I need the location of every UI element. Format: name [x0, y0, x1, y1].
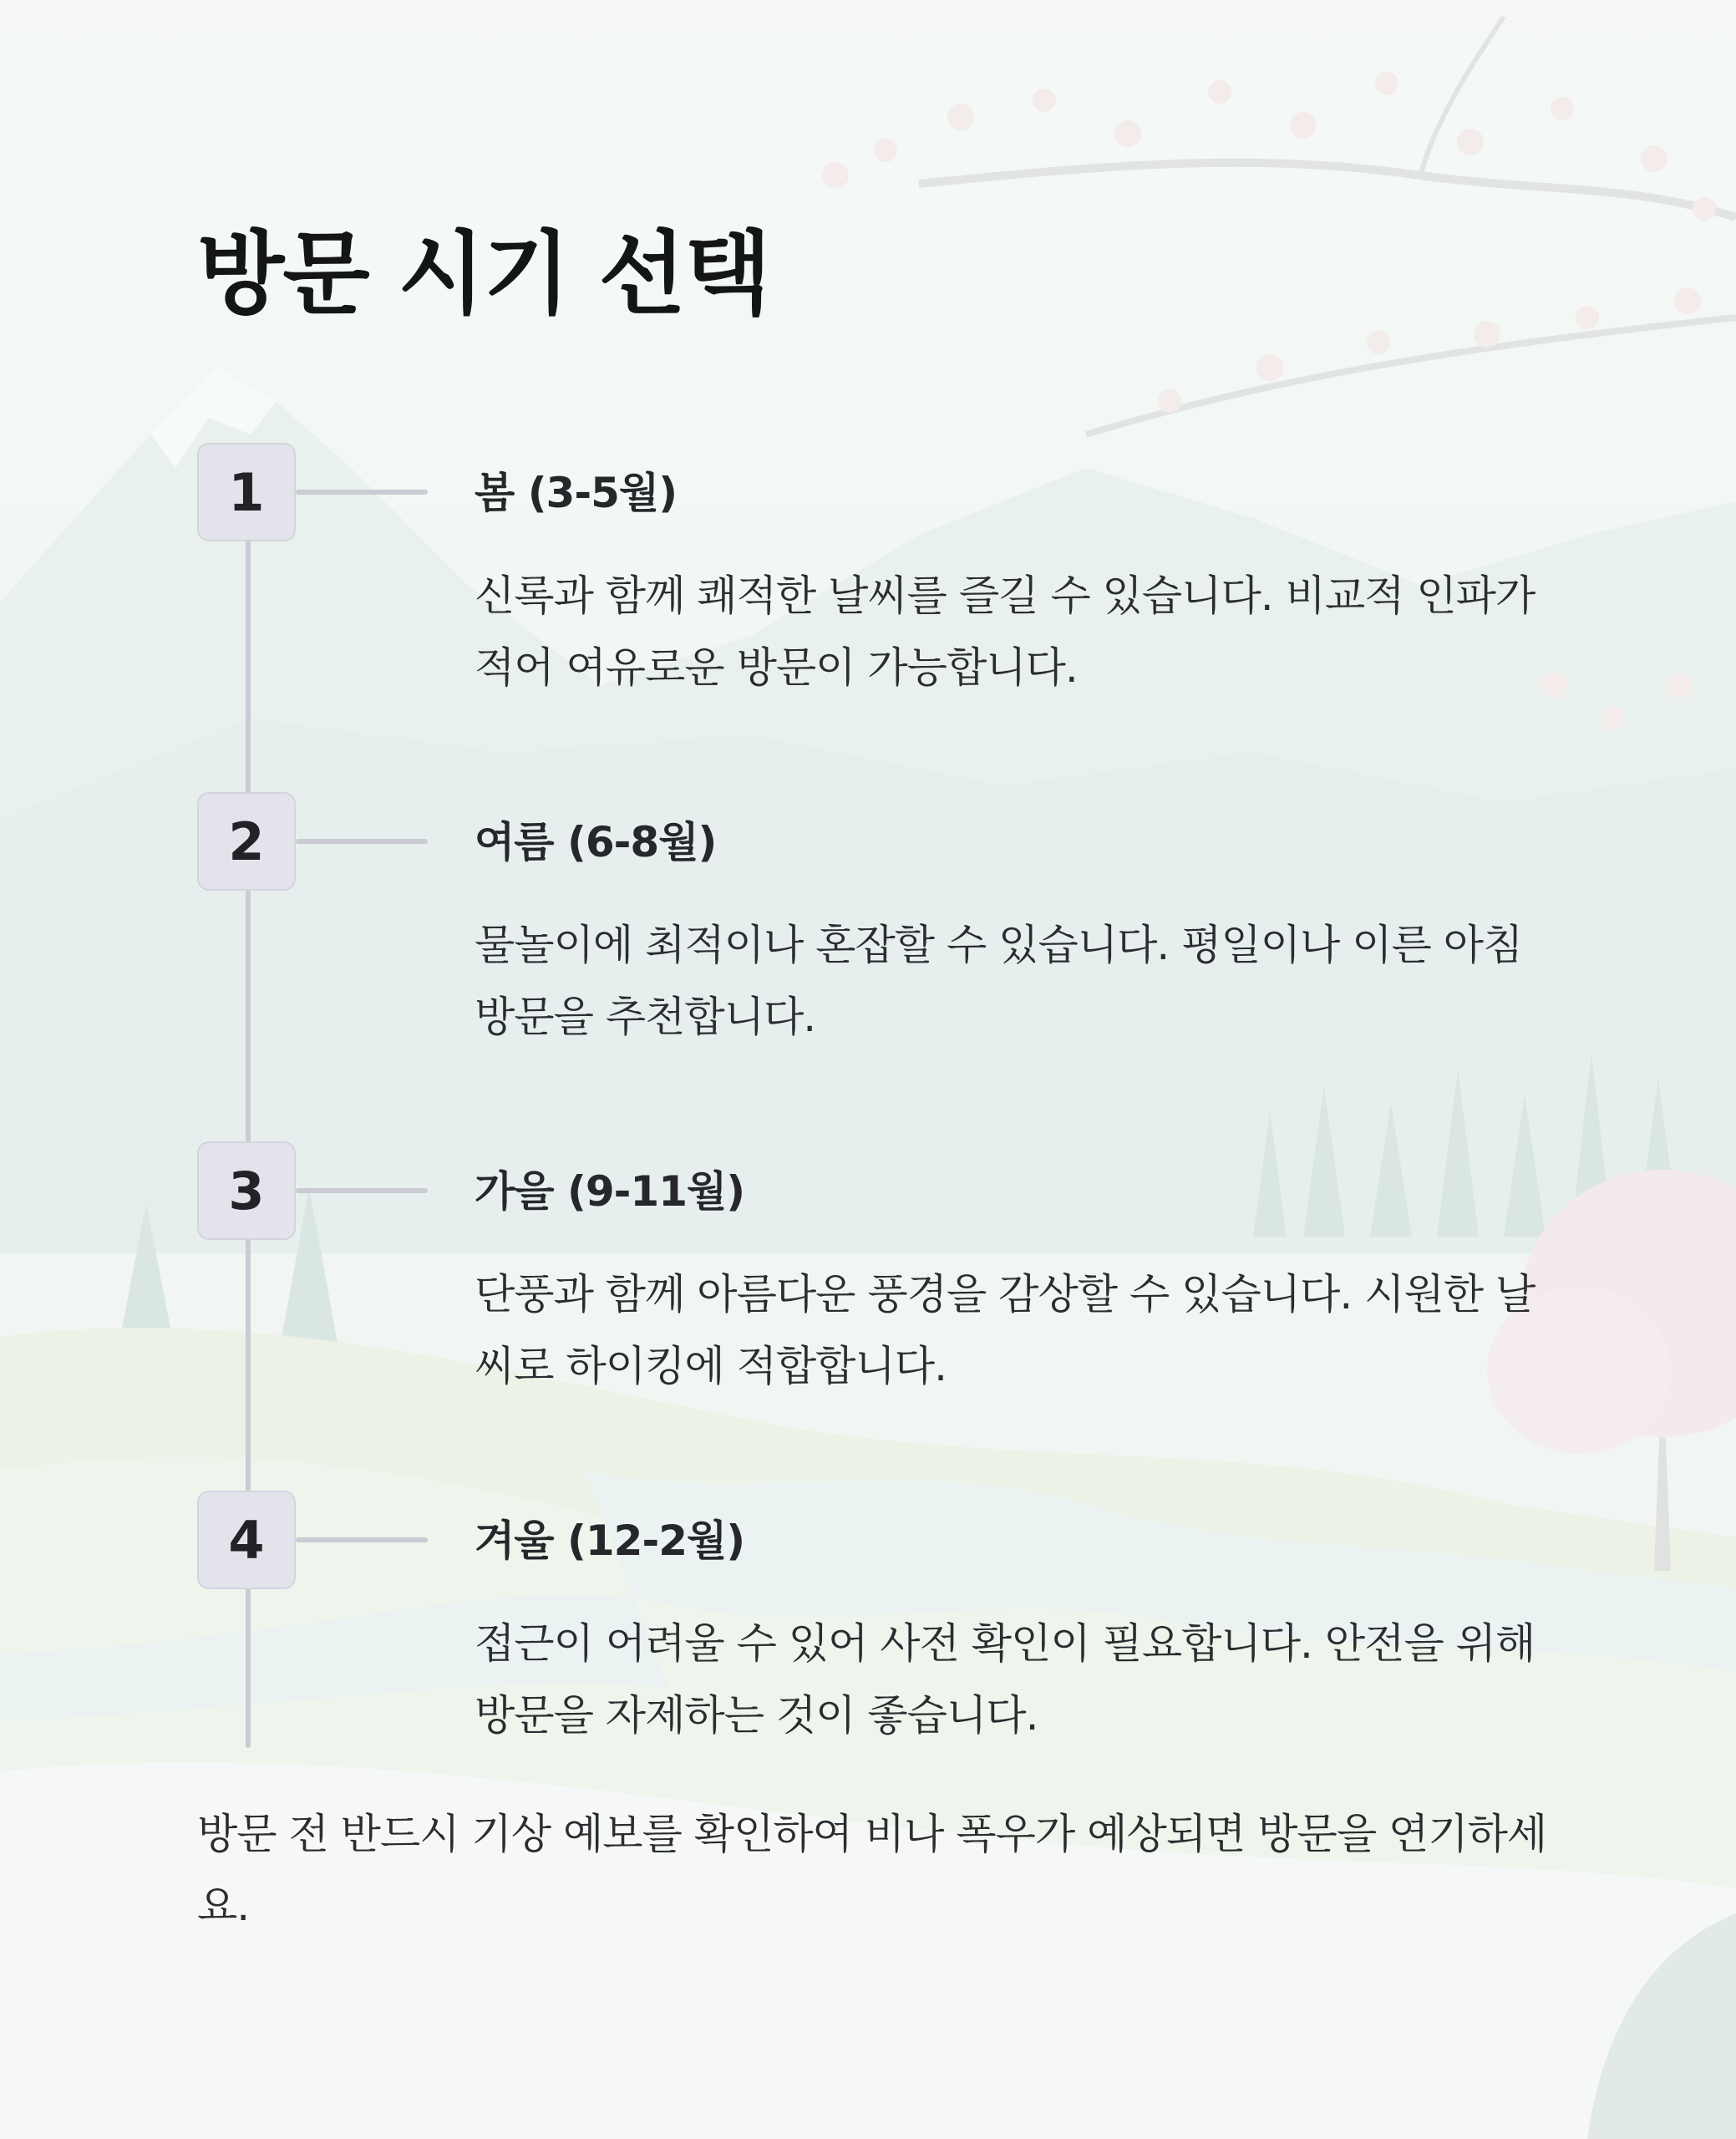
step-connector — [296, 839, 428, 844]
step-title: 가을 (9-11월) — [475, 1167, 745, 1216]
step-description: 단풍과 함께 아름다운 풍경을 감상할 수 있습니다. 시원한 날씨로 하이킹에 적합합니다. — [475, 1270, 1535, 1390]
page-title: 방문 시기 선택 — [197, 222, 770, 327]
step-title: 여름 (6-8월) — [475, 818, 717, 866]
step-connector — [296, 1537, 428, 1542]
step-description: 신록과 함께 쾌적한 날씨를 즐길 수 있습니다. 비교적 인파가 적어 여유로운 방문이 가능합니다. — [475, 572, 1535, 692]
step-description: 물놀이에 최적이나 혼잡할 수 있습니다. 평일이나 이른 아침 방문을 추천합니다. — [475, 921, 1523, 1041]
step-number-badge: 4 — [197, 1491, 296, 1589]
step-title: 겨울 (12-2월) — [475, 1517, 745, 1565]
step-connector — [296, 1188, 428, 1193]
step-description: 접근이 어려울 수 있어 사전 확인이 필요합니다. 안전을 위해 방문을 자제하는 것이 좋습니다. — [475, 1619, 1535, 1740]
step-title: 봄 (3-5월) — [475, 469, 678, 517]
step-number-badge: 2 — [197, 792, 296, 891]
weather-notice: 방문 전 반드시 기상 예보를 확인하여 비나 폭우가 예상되면 방문을 연기하세요. — [197, 1810, 1547, 1930]
step-number-badge: 3 — [197, 1141, 296, 1240]
step-number-badge: 1 — [197, 443, 296, 541]
step-connector — [296, 490, 428, 495]
